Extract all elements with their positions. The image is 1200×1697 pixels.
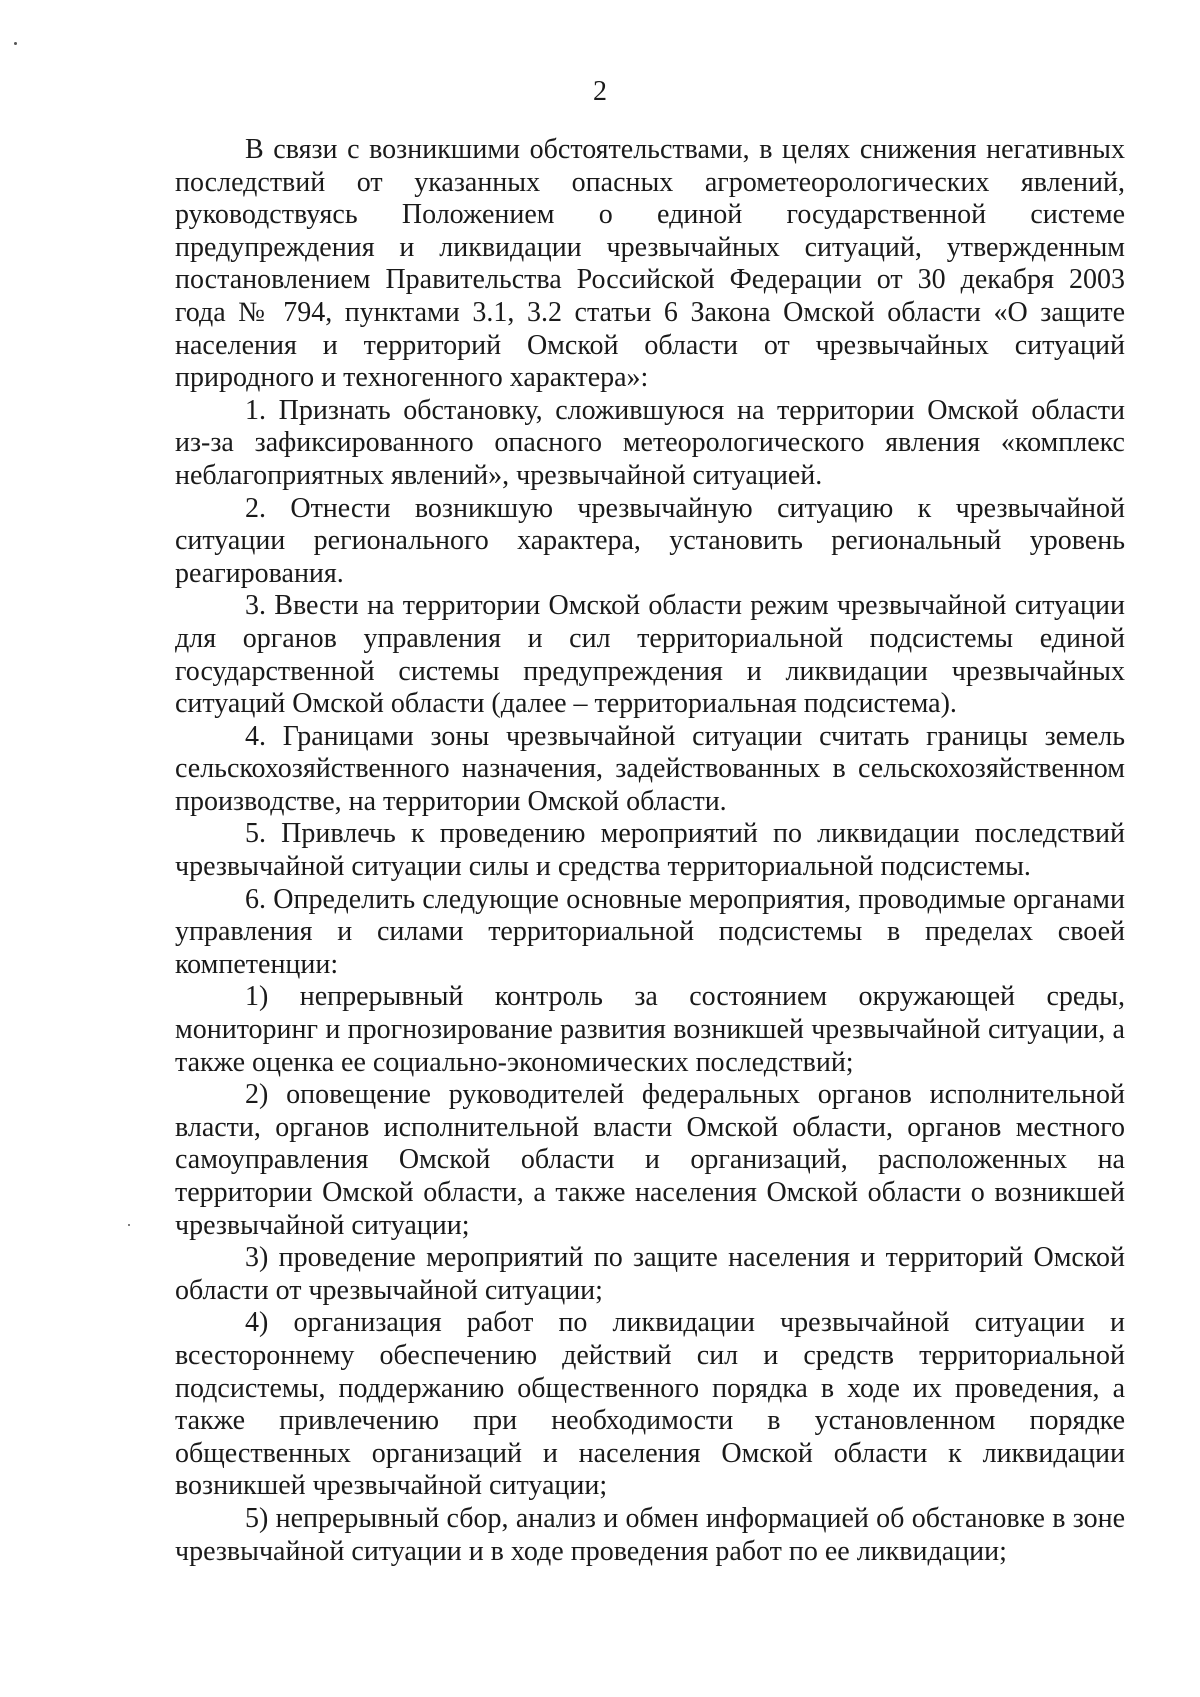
clause-1-paragraph: 1. Признать обстановку, сложившуюся на территории Омской области из-за зафиксированного опасного метеорологического явления «комплекс неблагоприятных явлений», чрезвычайной ситуацией. <box>175 394 1125 491</box>
scan-speck <box>128 1224 130 1226</box>
scan-speck <box>14 42 17 45</box>
clause-6-paragraph: 6. Определить следующие основные мероприятия, проводимые органами управления и силами территориальной подсистемы в пределах своей компетенции: <box>175 883 1125 980</box>
intro-paragraph: В связи с возникшими обстоятельствами, в целях снижения негативных последствий от указанных опасных агрометеорологических явлений, руководствуясь Положением о единой государственной системе предупреждения и ликвидации чрезвычайных ситуаций, утвержденным постановлением Правительства Российской Федерации от 30 декабря 2003 года № 794, пунктами 3.1, 3.2 статьи 6 Закона Омской области «О защите населения и территорий Омской области от чрезвычайных ситуаций природного и техногенного характера»: <box>175 134 1125 394</box>
page-number: 2 <box>593 76 607 107</box>
clause-4-paragraph: 4. Границами зоны чрезвычайной ситуации считать границы земель сельскохозяйственного назначения, задействованных в сельскохозяйственном производстве, на территории Омской области. <box>175 720 1125 817</box>
clause-2-paragraph: 2. Отнести возникшую чрезвычайную ситуацию к чрезвычайной ситуации регионального характера, установить региональный уровень реагирования. <box>175 492 1125 589</box>
document-body <box>175 134 1125 1568</box>
subclause-1-paragraph: 1) непрерывный контроль за состоянием окружающей среды, мониторинг и прогнозирование развития возникшей чрезвычайной ситуации, а также оценка ее социально-экономических последствий; <box>175 981 1125 1078</box>
clause-3-paragraph: 3. Ввести на территории Омской области режим чрезвычайной ситуации для органов управления и сил территориальной подсистемы единой государственной системы предупреждения и ликвидации чрезвычайных ситуаций Омской области (далее – территориальная подсистема). <box>175 590 1125 720</box>
subclause-4-paragraph: 4) организация работ по ликвидации чрезвычайной ситуации и всестороннему обеспечению действий сил и средств территориальной подсистемы, поддержанию общественного порядка в ходе их проведения, а также привлечению при необходимости в установленном порядке общественных организаций и населения Омской области к ликвидации возникшей чрезвычайной ситуации; <box>175 1307 1125 1502</box>
subclause-5-paragraph: 5) непрерывный сбор, анализ и обмен информацией об обстановке в зоне чрезвычайной ситуации и в ходе проведения работ по ее ликвидации; <box>175 1502 1125 1567</box>
subclause-2-paragraph: 2) оповещение руководителей федеральных органов исполнительной власти, органов исполнительной власти Омской области, органов местного самоуправления Омской области и организаций, расположенных на территории Омской области, а также населения Омской области о возникшей чрезвычайной ситуации; <box>175 1079 1125 1241</box>
subclause-3-paragraph: 3) проведение мероприятий по защите населения и территорий Омской области от чрезвычайной ситуации; <box>175 1242 1125 1306</box>
clause-5-paragraph: 5. Привлечь к проведению мероприятий по ликвидации последствий чрезвычайной ситуации силы и средства территориальной подсистемы. <box>175 818 1125 883</box>
